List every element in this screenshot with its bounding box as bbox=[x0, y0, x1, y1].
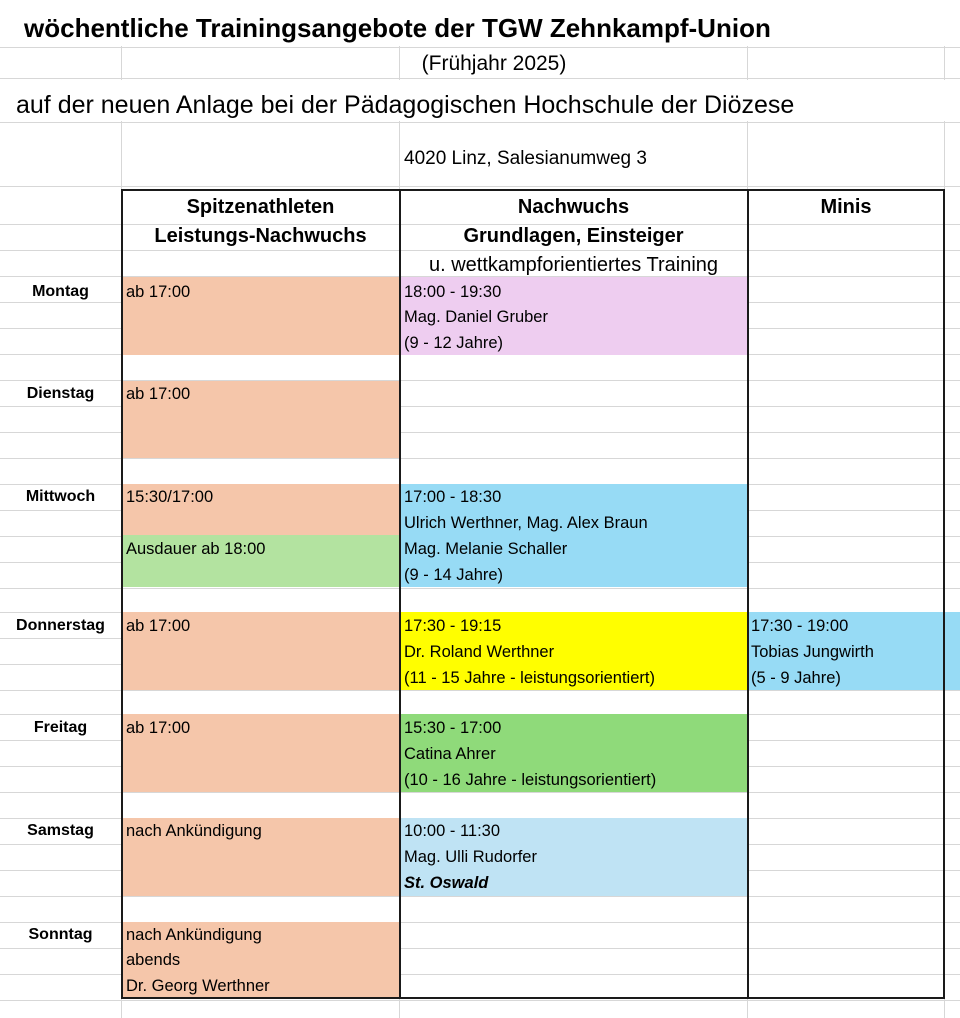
day-label-mon: Montag bbox=[32, 283, 89, 300]
cell-text: (10 - 16 Jahre - leistungsorientiert) bbox=[404, 771, 657, 789]
table-border-bottom bbox=[121, 997, 945, 999]
cell-text: 17:00 - 18:30 bbox=[404, 488, 502, 506]
cell-text: 15:30/17:00 bbox=[126, 488, 214, 506]
cell-text: 17:30 - 19:00 bbox=[751, 617, 849, 635]
location-line: auf der neuen Anlage bei der Pädagogischen Hochschule der Diözese bbox=[16, 91, 795, 119]
cell-text: 15:30 - 17:00 bbox=[404, 719, 502, 737]
column-header-nachwuchs-sub2: u. wettkampforientiertes Training bbox=[428, 254, 719, 276]
day-label-tue: Dienstag bbox=[26, 385, 95, 402]
cell-text: Ulrich Werthner, Mag. Alex Braun bbox=[404, 514, 648, 532]
page-title: wöchentliche Trainingsangebote der TGW Zehnkampf-Union bbox=[24, 13, 771, 43]
address-label: 4020 Linz, Salesianumweg 3 bbox=[404, 148, 647, 169]
column-header-minis: Minis bbox=[820, 196, 872, 218]
cell-text: nach Ankündigung bbox=[126, 822, 262, 840]
cell-text: Mag. Daniel Gruber bbox=[404, 308, 548, 326]
table-border-right bbox=[943, 189, 945, 999]
table-border-left bbox=[121, 189, 123, 999]
day-label-sun: Sonntag bbox=[28, 926, 93, 943]
cell-text: Mag. Ulli Rudorfer bbox=[404, 848, 537, 866]
cell-text: Dr. Georg Werthner bbox=[126, 977, 270, 995]
cell-text: Mag. Melanie Schaller bbox=[404, 540, 568, 558]
column-header-spitze: Spitzenathleten bbox=[186, 196, 335, 218]
cell-text: 18:00 - 19:30 bbox=[404, 283, 502, 301]
table-divider-1 bbox=[399, 189, 401, 999]
cell-text: ab 17:00 bbox=[126, 283, 191, 301]
day-label-thu: Donnerstag bbox=[16, 617, 105, 634]
cell-text: nach Ankündigung bbox=[126, 926, 262, 944]
cell-text: 10:00 - 11:30 bbox=[404, 822, 501, 840]
season-label: (Frühjahr 2025) bbox=[421, 52, 567, 75]
cell-text: Ausdauer ab 18:00 bbox=[126, 540, 266, 558]
table-divider-2 bbox=[747, 189, 749, 999]
cell-text: ab 17:00 bbox=[126, 719, 191, 737]
column-header-nachwuchs-sub: Grundlagen, Einsteiger bbox=[463, 225, 684, 247]
cell-text: (9 - 12 Jahre) bbox=[404, 334, 504, 352]
column-header-nachwuchs: Nachwuchs bbox=[517, 196, 630, 218]
cell-text: Tobias Jungwirth bbox=[751, 643, 874, 661]
day-label-sat: Samstag bbox=[27, 822, 94, 839]
cell-text: Dr. Roland Werthner bbox=[404, 643, 555, 661]
cell-text: (5 - 9 Jahre) bbox=[751, 669, 841, 687]
cell-text: ab 17:00 bbox=[126, 617, 191, 635]
cell-text-location: St. Oswald bbox=[404, 874, 489, 892]
table-border-top bbox=[121, 189, 945, 191]
column-header-spitze-sub: Leistungs-Nachwuchs bbox=[154, 225, 367, 247]
cell-text: 17:30 - 19:15 bbox=[404, 617, 502, 635]
cell-text: (9 - 14 Jahre) bbox=[404, 566, 504, 584]
cell-text: (11 - 15 Jahre - leistungsorientiert) bbox=[404, 669, 655, 687]
cell-text: Catina Ahrer bbox=[404, 745, 496, 763]
day-label-fri: Freitag bbox=[33, 719, 88, 736]
cell-text: abends bbox=[126, 951, 181, 969]
cell-text: ab 17:00 bbox=[126, 385, 191, 403]
day-label-wed: Mittwoch bbox=[25, 488, 96, 505]
